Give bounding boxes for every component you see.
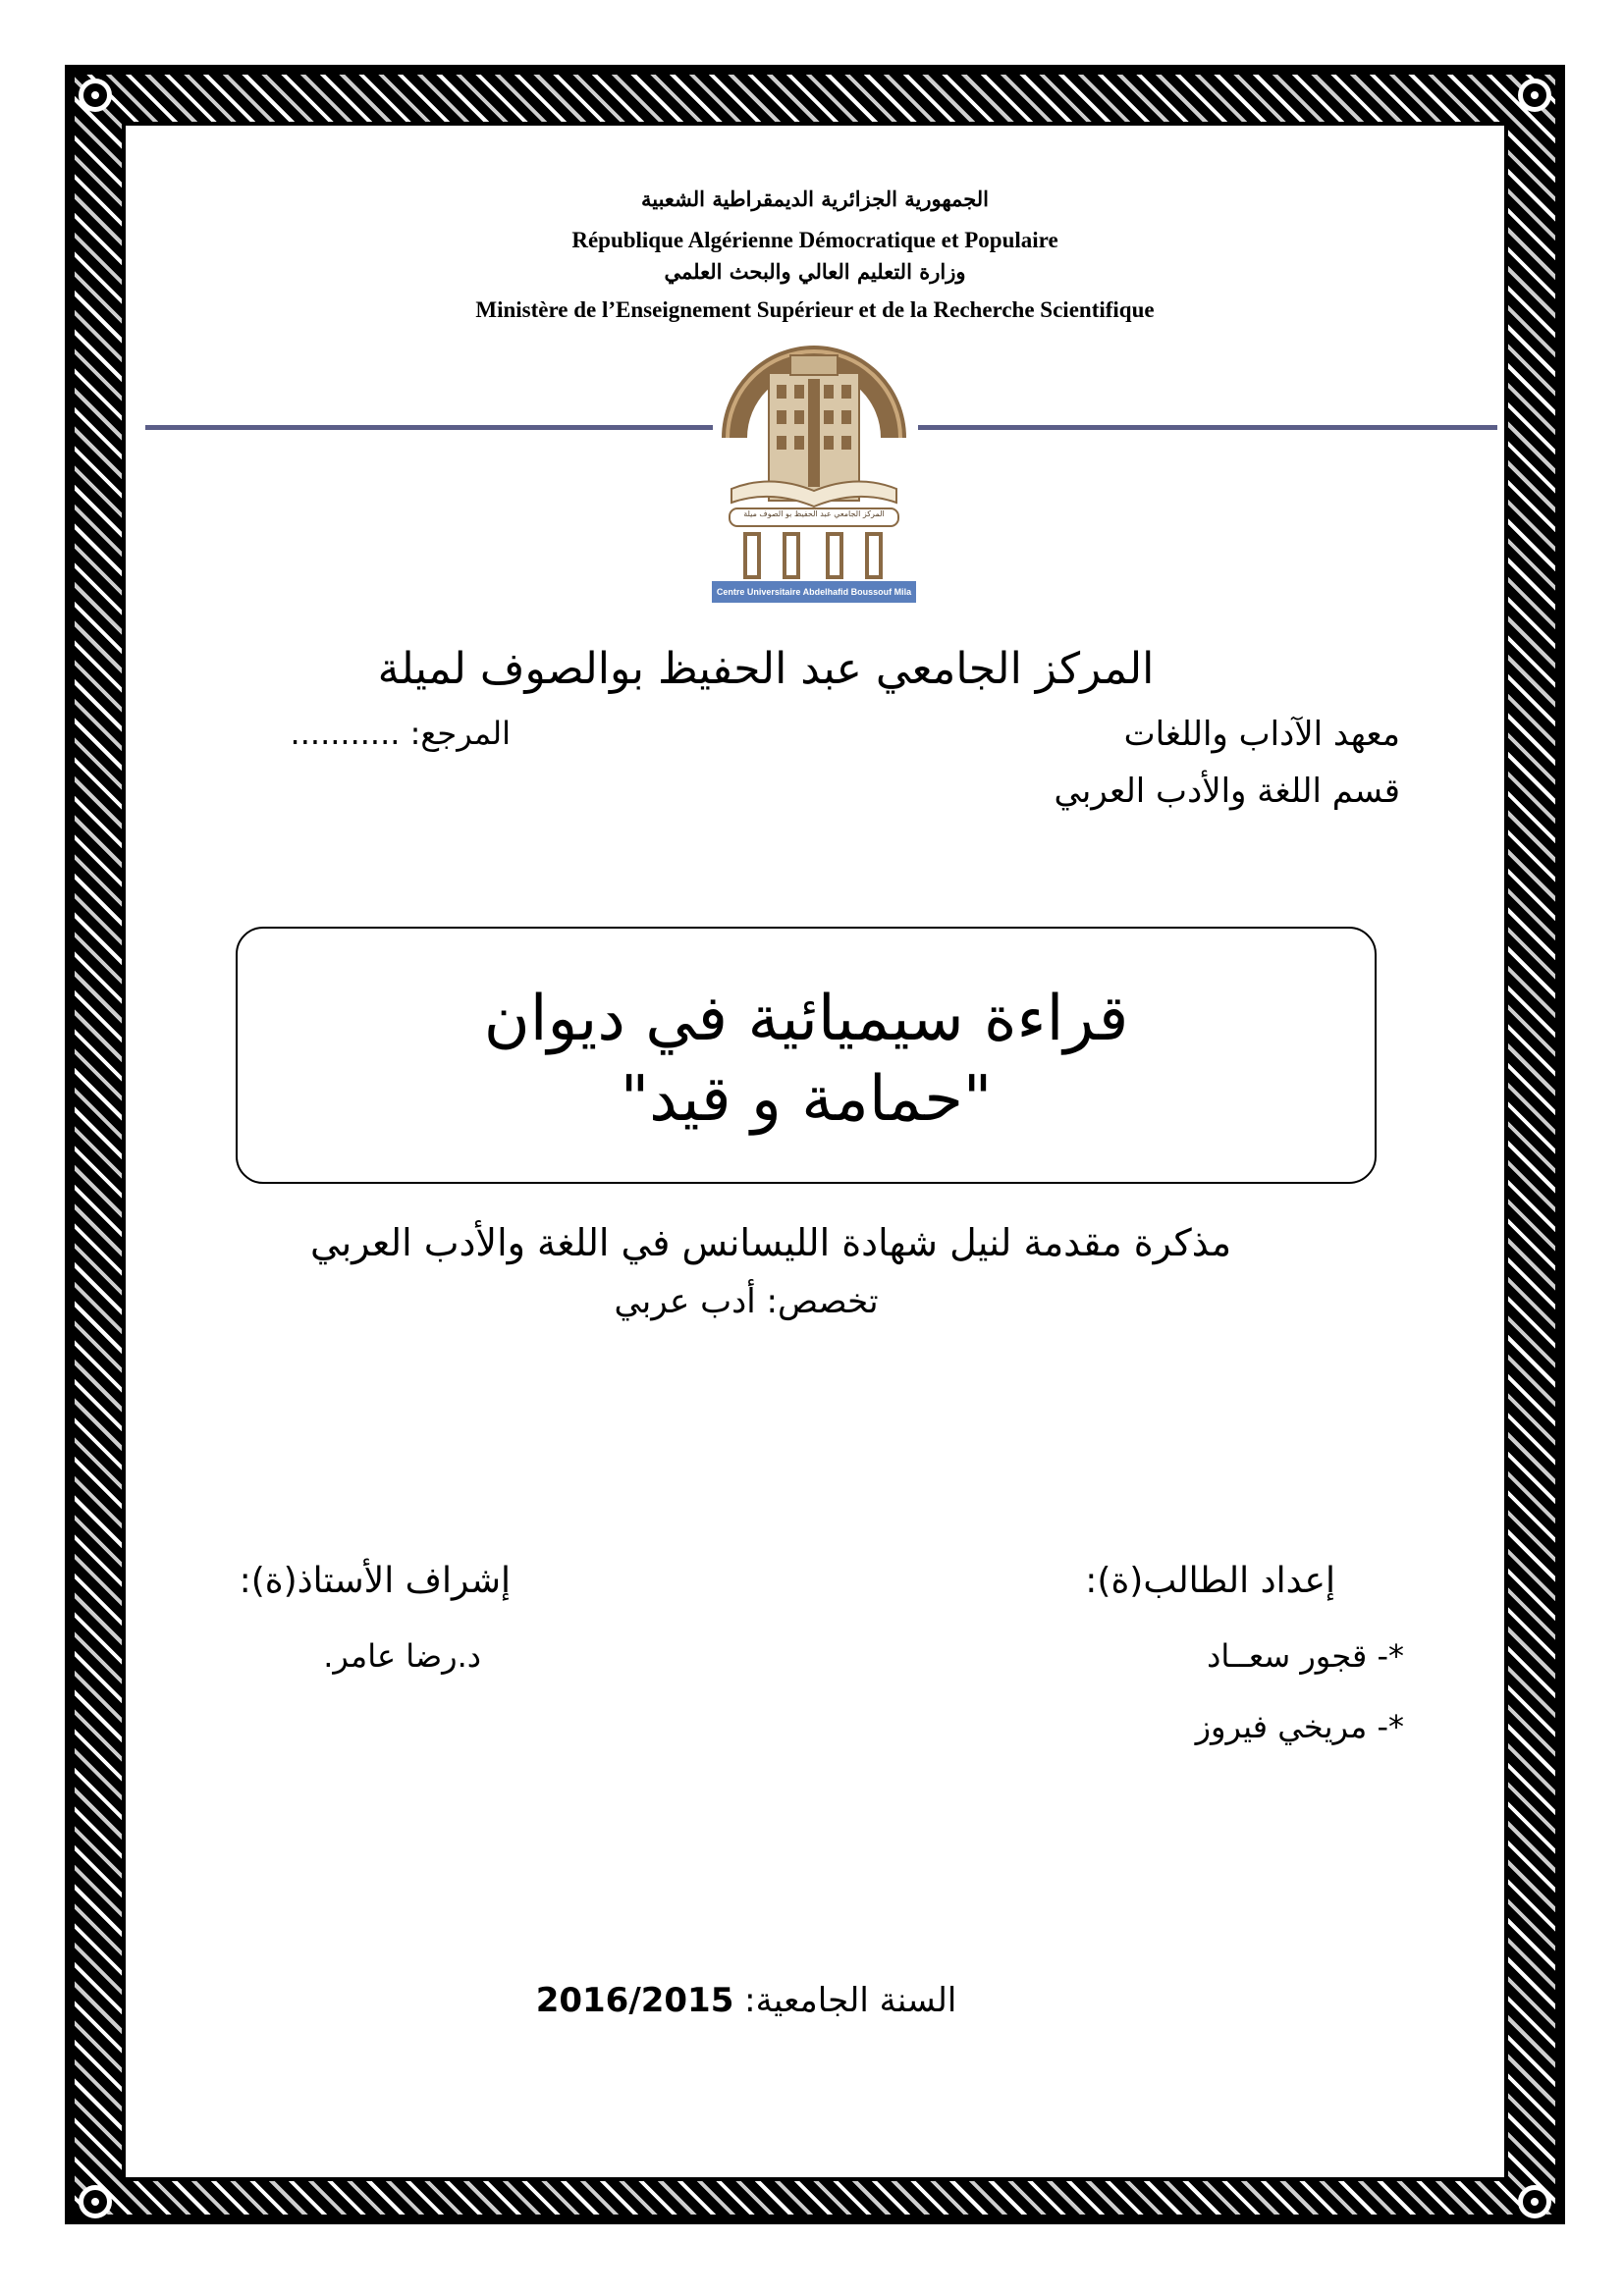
academic-year-label: السنة الجامعية:: [733, 1981, 957, 2020]
reference-field: المرجع: ...........: [290, 715, 511, 752]
student-name-1: *- قجور سعــاد: [1207, 1637, 1404, 1675]
students-heading: إعداد الطالب(ة):: [1085, 1561, 1335, 1601]
ministry-arabic: وزارة التعليم العالي والبحث العلمي: [664, 259, 966, 284]
department-name: قسم اللغة والأدب العربي: [1054, 772, 1400, 811]
ministry-french: Ministère de l’Enseignement Supérieur et de la Recherche Scientifique: [475, 297, 1155, 322]
supervisor-heading: إشراف الأستاذ(ة):: [239, 1561, 511, 1601]
academic-year: [491, 1981, 1001, 2020]
thesis-title-box: [236, 927, 1377, 1184]
corner-ornament-top-left: [79, 79, 112, 112]
corner-ornament-bottom-right: [1518, 2185, 1551, 2218]
university-logo-graphic: [712, 316, 916, 581]
student-name-2: *- مريخي فيروز: [1195, 1708, 1404, 1745]
header-divider-left: [145, 425, 713, 430]
republic-arabic: الجمهورية الجزائرية الديمقراطية الشعبية: [640, 187, 989, 211]
thesis-title-line-2: "حمامة و قيد": [620, 1063, 993, 1136]
supervisor-name: د.رضا عامر.: [323, 1637, 481, 1675]
logo-banner-text: المركز الجامعي عبد الحفيظ بو الصوف ميلة: [743, 509, 885, 518]
university-logo: [712, 316, 916, 603]
specialty: تخصص: أدب عربي: [614, 1282, 879, 1321]
logo-caption: Centre Universitaire Abdelhafid Boussouf Mila: [712, 581, 916, 603]
degree-statement: مذكرة مقدمة لنيل شهادة الليسانس في اللغة والأدب العربي: [309, 1221, 1232, 1264]
thesis-title-line-1: قراءة سيميائية في ديوان: [483, 983, 1129, 1055]
corner-ornament-top-right: [1518, 79, 1551, 112]
institute-name: معهد الآداب واللغات: [1123, 715, 1400, 754]
corner-ornament-bottom-left: [79, 2185, 112, 2218]
header-divider-right: [918, 425, 1497, 430]
academic-year-value: 2016/2015: [535, 1981, 734, 2020]
university-center-name: المركز الجامعي عبد الحفيظ بوالصوف لميلة: [377, 644, 1155, 694]
republic-french: République Algérienne Démocratique et Populaire: [571, 228, 1058, 252]
